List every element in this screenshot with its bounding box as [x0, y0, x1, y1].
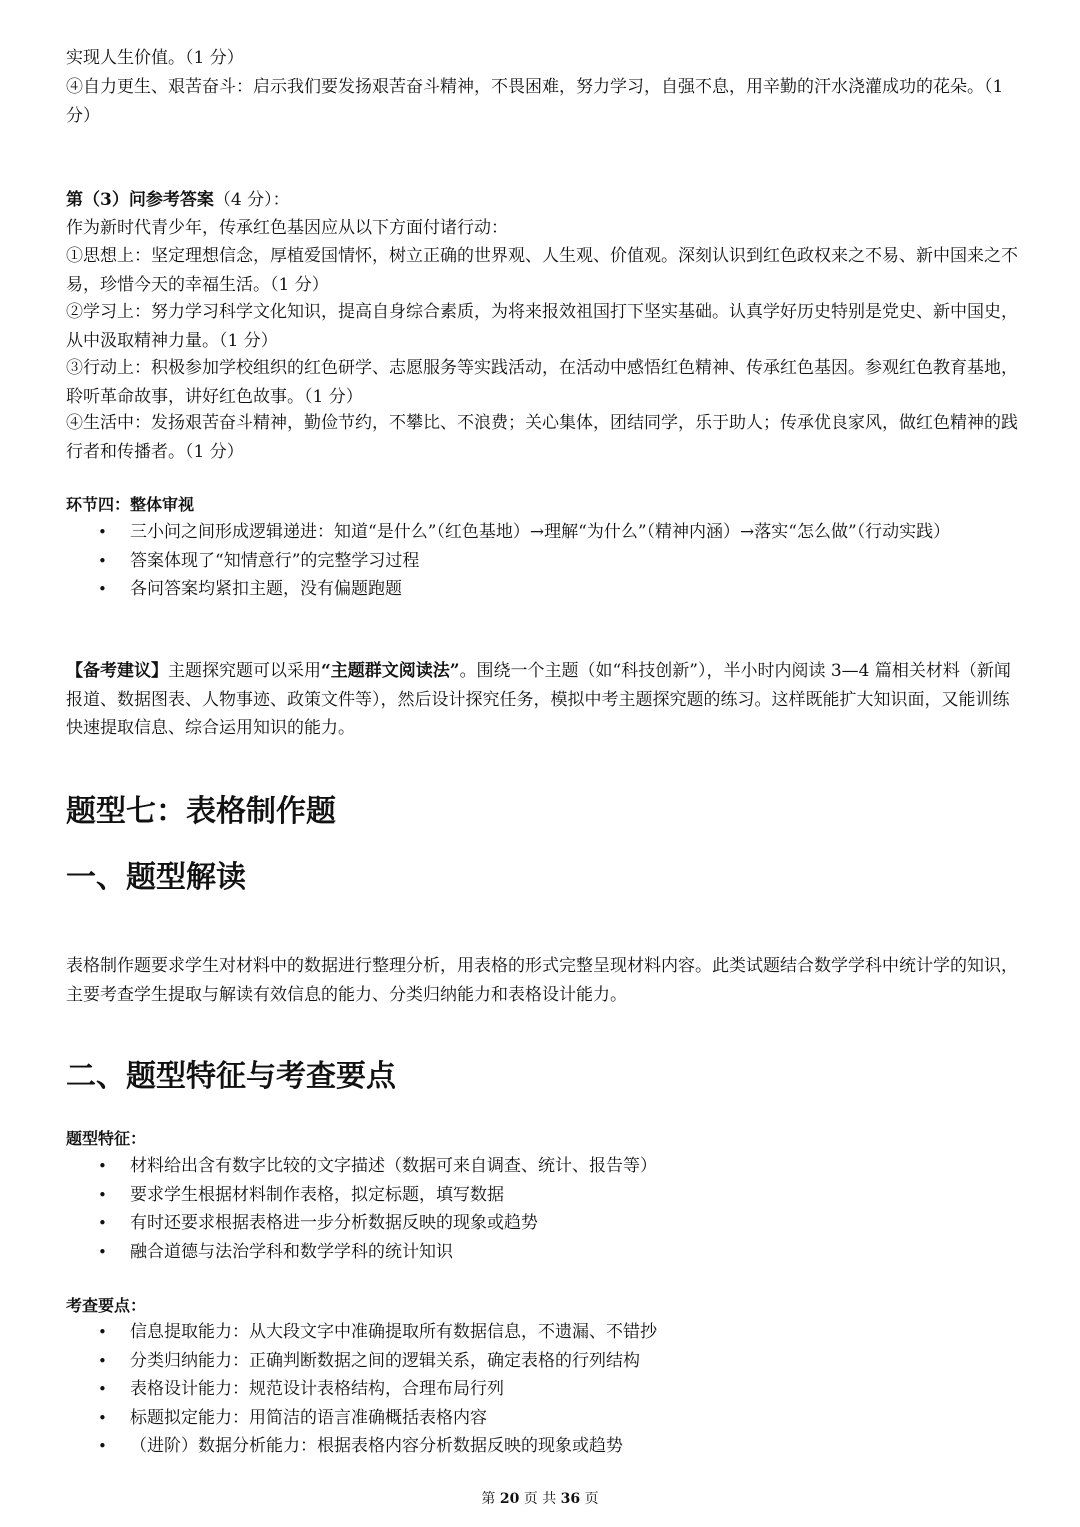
- list-item: • 融合道德与法治学科和数学学科的统计知识: [66, 1238, 1018, 1267]
- exam-advice: 【备考建议】主题探究题可以采用“主题群文阅读法”。围绕一个主题（如“科技创新”），半小时内阅读 3—4 篇相关材料（新闻报道、数据图表、人物事迹、政策文件等），然后设计探究任务，模拟中考主题探究题的练习。这样既能扩大知识面，又能训练快速提取信息、综合运用知识的能力。: [66, 661, 1011, 738]
- page-footer: 第 20 页 共 36 页: [481, 1491, 599, 1507]
- step4-list: [66, 518, 1018, 604]
- bullet-icon: •: [98, 1380, 107, 1398]
- paragraph-value: 实现人生价值。（1 分）: [66, 48, 244, 68]
- list-item: • 分类归纳能力：正确判断数据之间的逻辑关系，确定表格的行列结构: [66, 1347, 1018, 1376]
- bullet-icon: •: [98, 1323, 107, 1341]
- step4-title: 环节四：整体审视: [66, 495, 195, 514]
- bullet-icon: •: [98, 1157, 107, 1175]
- advice-label: 【备考建议】: [66, 661, 168, 681]
- bullet-icon: •: [98, 1437, 107, 1455]
- points-label: 考查要点：: [66, 1296, 147, 1315]
- q3-item-life: ④生活中：发扬艰苦奋斗精神，勤俭节约，不攀比、不浪费；关心集体，团结同学，乐于助人；传承优良家风，做红色精神的践行者和传播者。（1 分）: [66, 413, 1018, 462]
- list-item: • 要求学生根据材料制作表格，拟定标题，填写数据: [66, 1181, 1018, 1210]
- list-item: • 标题拟定能力：用简洁的语言准确概括表格内容: [66, 1404, 1018, 1433]
- bullet-icon: •: [98, 1408, 107, 1427]
- list-item: • 信息提取能力：从大段文字中准确提取所有数据信息，不遗漏、不错抄: [66, 1318, 1018, 1347]
- page-number: 20: [499, 1491, 520, 1507]
- bullet-icon: •: [98, 1351, 107, 1370]
- section1-body: 表格制作题要求学生对材料中的数据进行整理分析，用表格的形式完整呈现材料内容。此类试题结合数学学科中统计学的知识，主要考查学生提取与解读有效信息的能力、分类归纳能力和表格设计能力。: [66, 956, 1018, 1005]
- q3-heading-score: （4 分）：: [213, 190, 290, 210]
- bullet-icon: •: [98, 1242, 107, 1261]
- q3-item-action: ③行动上：积极参加学校组织的红色研学、志愿服务等实践活动，在活动中感悟红色精神、传承红色基因。参观红色教育基地，聆听革命故事，讲好红色故事。（1 分）: [66, 358, 1018, 407]
- list-item: • （进阶）数据分析能力：根据表格内容分析数据反映的现象或趋势: [66, 1432, 1018, 1461]
- list-item: • 有时还要求根据表格进一步分析数据反映的现象或趋势: [66, 1209, 1018, 1238]
- q3-heading: [66, 186, 1018, 215]
- list-item: • 答案体现了“知情意行”的完整学习过程: [66, 547, 1018, 576]
- bullet-icon: •: [98, 523, 107, 541]
- bullet-icon: •: [98, 1214, 107, 1232]
- bullet-icon: •: [98, 551, 107, 570]
- points-list: [66, 1318, 1018, 1461]
- list-item: • 材料给出含有数字比较的文字描述（数据可来自调查、统计、报告等）: [66, 1152, 1018, 1181]
- features-label: 题型特征：: [66, 1129, 147, 1148]
- list-item: • 表格设计能力：规范设计表格结构，合理布局行列: [66, 1375, 1018, 1404]
- section1-title: 一、题型解读: [66, 860, 246, 895]
- list-item: • 三小问之间形成逻辑递进：知道“是什么”（红色基地）→理解“为什么”（精神内涵）→落实“怎么做”（行动实践）: [66, 518, 1018, 547]
- q3-item-study: ②学习上：努力学习科学文化知识，提高自身综合素质，为将来报效祖国打下坚实基础。认真学好历史特别是党史、新中国史，从中汲取精神力量。（1 分）: [66, 302, 1018, 351]
- q3-intro: 作为新时代青少年，传承红色基因应从以下方面付诸行动：: [66, 218, 508, 238]
- type7-title: 题型七：表格制作题: [66, 794, 336, 829]
- page-total: 36: [560, 1491, 581, 1507]
- advice-method: “主题群文阅读法”: [321, 661, 460, 681]
- features-list: [66, 1152, 1018, 1266]
- q3-item-thought: ①思想上：坚定理想信念，厚植爱国情怀，树立正确的世界观、人生观、价值观。深刻认识到红色政权来之不易、新中国来之不易，珍惜今天的幸福生活。（1 分）: [66, 246, 1018, 295]
- q3-heading-bold: 第（3）问参考答案: [66, 190, 214, 210]
- bullet-icon: •: [98, 1185, 107, 1204]
- paragraph-self-reliance: ④自力更生、艰苦奋斗：启示我们要发扬艰苦奋斗精神，不畏困难，努力学习，自强不息，用辛勤的汗水浇灌成功的花朵。（1 分）: [66, 77, 1004, 126]
- section2-title: 二、题型特征与考查要点: [66, 1059, 396, 1094]
- list-item: • 各问答案均紧扣主题，没有偏题跑题: [66, 575, 1018, 604]
- bullet-icon: •: [98, 580, 107, 598]
